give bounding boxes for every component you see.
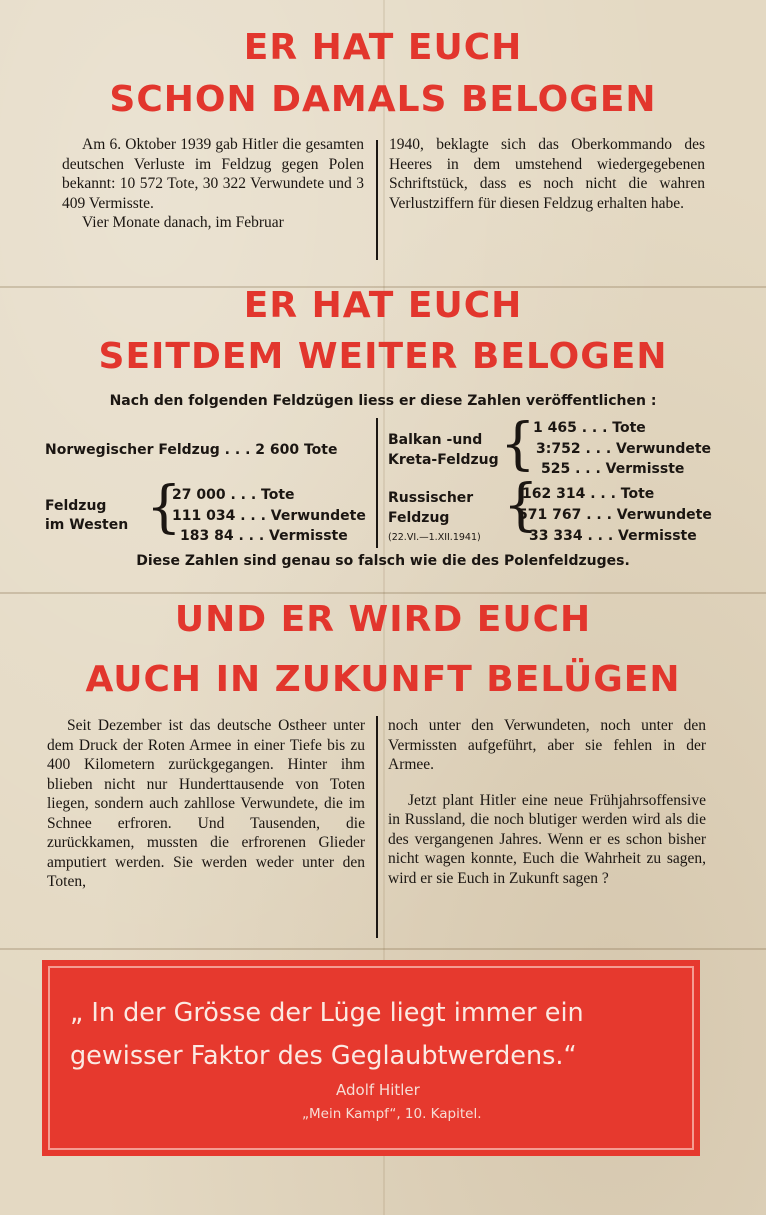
stat-balkan-row-1: 1 465 . . . Tote: [533, 420, 646, 436]
quote-text: „ In der Grösse der Lüge liegt immer ein gewisser Faktor des Geglaubtwerdens.“: [70, 998, 584, 1071]
column-divider-3: [376, 716, 378, 938]
stats-note: Diese Zahlen sind genau so falsch wie die des Polenfeldzuges.: [136, 553, 630, 569]
section-1-left-paragraph-1: Am 6. Oktober 1939 gab Hitler die gesamten deutschen Verluste im Feldzug gegen Polen bekannt: 10 572 Tote, 30 322 Verwundete und 3 409 Vermisste.: [62, 136, 364, 212]
brace-balkan: {: [500, 412, 536, 477]
stat-norway: Norwegischer Feldzug . . . 2 600 Tote: [45, 442, 338, 458]
stat-russia-dates: (22.VI.—1.XII.1941): [388, 532, 481, 543]
section-3-left-paragraph-1: Seit Dezember ist das deutsche Ostheer unter dem Druck der Roten Armee in einer Tiefe bis zu 400 Kilometern zurückgegangen. Hinter ihm blieben nicht nur Hunderttausende von Toten liegen, sondern auch zahllose Verwundete, die im Schnee erfroren. Und Tausenden, die zurückkamen, mussten die erfrorenen Glieder amputiert werden. Sie werden weder unter den Toten,: [47, 717, 365, 890]
quote-box: [42, 960, 700, 1156]
stat-balkan-label-1: Balkan -und: [388, 432, 483, 448]
stats-intro: Nach den folgenden Feldzügen liess er diese Zahlen veröffentlichen :: [109, 393, 657, 409]
brace-russia: {: [503, 473, 539, 538]
headline-1-line-1: ER HAT EUCH: [243, 27, 523, 68]
section-3-left-column: [47, 716, 365, 892]
stat-balkan-row-2: 3:752 . . . Verwundete: [536, 441, 712, 457]
section-1-right-paragraph-1: 1940, beklagte sich das Oberkommando des Heeres in dem umstehend wiedergegebenen Schriftstück, dass es noch nicht die wahren Verlustziffern für diesen Feldzug erhalten habe.: [389, 136, 705, 212]
quote-author: Adolf Hitler: [336, 1081, 420, 1099]
stat-balkan-row-3: 525 . . . Vermisste: [541, 461, 685, 477]
section-3-right-paragraph-2: Jetzt plant Hitler eine neue Frühjahrsoffensive in Russland, die noch blutiger werden wird als die des vergangenen Jahres. Wenn er es schon bisher nicht wagen konnte, Euch die Wahrheit zu sagen, wird er sie Euch in Zukunft sagen ?: [388, 791, 706, 887]
headline-2-line-1: ER HAT EUCH: [243, 285, 523, 326]
headline-3-line-1: UND ER WIRD EUCH: [174, 599, 592, 640]
quote-source: „Mein Kampf“, 10. Kapitel.: [302, 1106, 482, 1122]
section-3-right-paragraph-1: noch unter den Verwundeten, noch unter den Vermissten aufgeführt, aber sie fehlen in der Armee.: [388, 717, 706, 773]
stat-russia-row-2: 571 767 . . . Verwundete: [518, 507, 712, 523]
section-3-right-column: [388, 716, 706, 888]
stat-west-row-3: 183 84 . . . Vermisste: [180, 528, 348, 544]
stat-west-label-2: im Westen: [45, 517, 129, 533]
section-1-right-column: [389, 135, 705, 213]
stat-balkan-label-2: Kreta-Feldzug: [388, 452, 499, 468]
headline-2-line-2: SEITDEM WEITER BELOGEN: [98, 336, 668, 377]
column-divider-1: [376, 140, 378, 260]
stat-russia-label-2: Feldzug: [388, 510, 450, 526]
brace-west: {: [146, 475, 182, 540]
stat-west-row-2: 111 034 . . . Verwundete: [172, 508, 366, 524]
section-1-left-paragraph-2: Vier Monate danach, im Februar: [82, 214, 284, 231]
stat-west-label-1: Feldzug: [45, 498, 107, 514]
stat-russia-row-1: 162 314 . . . Tote: [522, 486, 655, 502]
section-1-left-column: [62, 135, 364, 233]
column-divider-2: [376, 418, 378, 548]
headline-1-line-2: SCHON DAMALS BELOGEN: [109, 79, 657, 120]
stat-russia-row-3: 33 334 . . . Vermisste: [529, 528, 697, 544]
stat-west-row-1: 27 000 . . . Tote: [172, 487, 295, 503]
headline-3-line-2: AUCH IN ZUKUNFT BELÜGEN: [85, 659, 681, 700]
stat-russia-label-1: Russischer: [388, 490, 474, 506]
